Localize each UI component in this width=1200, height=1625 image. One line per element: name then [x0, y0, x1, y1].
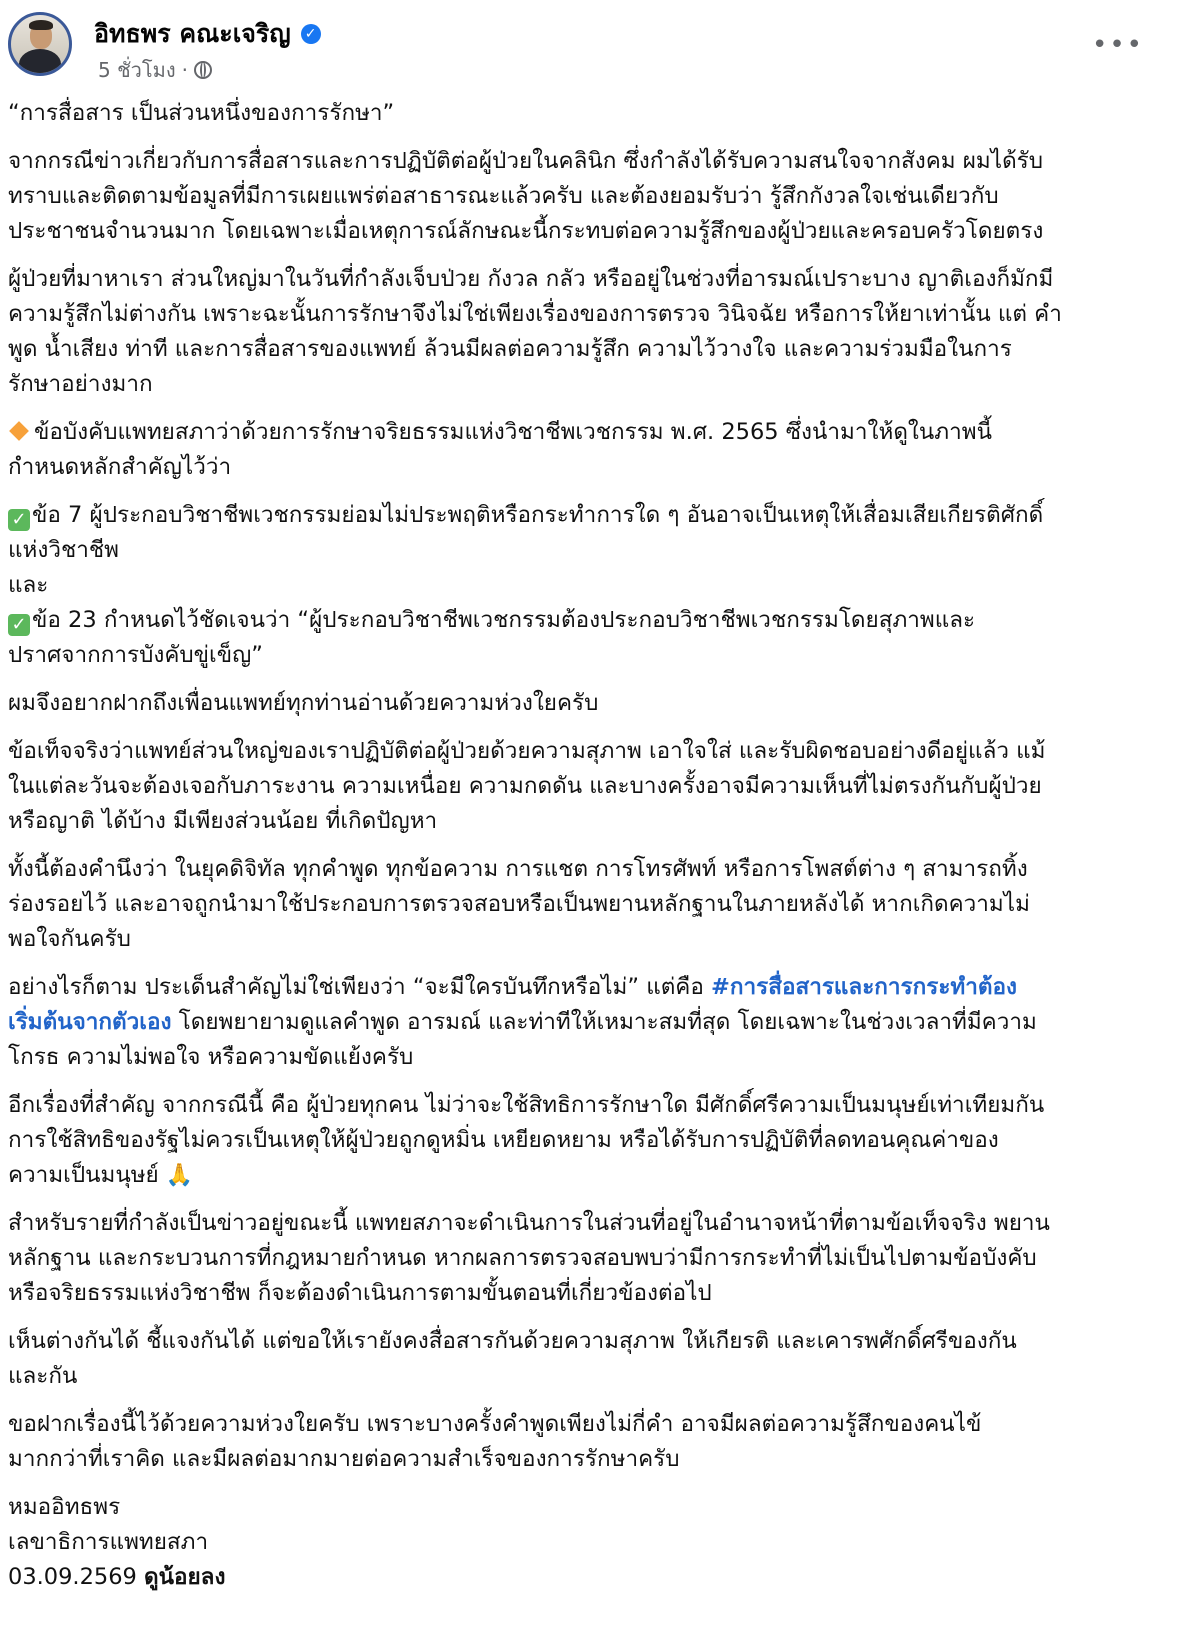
- paragraph-11: เห็นต่างกันได้ ชี้แจงกันได้ แต่ขอให้เรายังคงสื่อสารกันด้วยความสุภาพ ให้เกียรติ และเคารพศักดิ์ศรีของกัน และกัน: [8, 1328, 1017, 1389]
- orange-diamond-icon: [9, 421, 29, 441]
- verified-badge-icon: ✓: [301, 24, 321, 44]
- hashtag-link-continued[interactable]: เริ่มต้นจากตัวเอง: [8, 1009, 172, 1035]
- post-header: [8, 10, 1192, 82]
- post-body: [8, 96, 1192, 1595]
- avatar-suit: [19, 49, 61, 76]
- post-meta: [98, 54, 212, 86]
- see-less-link[interactable]: ดูน้อยลง: [143, 1564, 226, 1590]
- author-name[interactable]: อิทธพร คณะเจริญ: [94, 19, 291, 48]
- author-row: [94, 14, 321, 54]
- more-options-button[interactable]: •••: [1091, 30, 1144, 60]
- green-check-icon: ✓: [8, 509, 30, 531]
- meta-separator: ·: [181, 58, 188, 82]
- post-time[interactable]: 5 ชั่วโมง: [98, 58, 176, 82]
- globe-icon: [194, 61, 212, 79]
- hashtag-link[interactable]: #การสื่อสารและการกระทำต้อง: [711, 974, 1018, 1000]
- paragraph-1: จากกรณีข่าวเกี่ยวกับการสื่อสารและการปฏิบัติต่อผู้ป่วยในคลินิก ซึ่งกำลังได้รับความสนใจจากสังคม ผมได้รับ ทราบและติดตามข้อมูลที่มีการเผยแพร่ต่อสาธารณะแล้วครับ และต้องยอมรับว่า รู้สึกกังวลใจเช่นเดียวกับ ประชาชนจำนวนมาก โดยเฉพาะเมื่อเหตุการณ์ลักษณะนี้กระทบต่อความรู้สึกของผู้ป่วยและครอบครัวโดยตรง: [8, 148, 1044, 244]
- paragraph-7: ทั้งนี้ต้องคำนึงว่า ในยุคดิจิทัล ทุกคำพูด ทุกข้อความ การแชต การโทรศัพท์ หรือการโพสต์ต่าง ๆ สามารถทิ้ง ร่องรอยไว้ และอาจถูกนำมาใช้ประกอบการตรวจสอบหรือเป็นพยานหลักฐานในภายหลังได้ หากเกิดความไม่ พอใจกันครับ: [8, 856, 1030, 952]
- paragraph-12: ขอฝากเรื่องนี้ไว้ด้วยความห่วงใยครับ เพราะบางครั้งคำพูดเพียงไม่กี่คำ อาจมีผลต่อความรู้สึกของคนไข้ มากกว่าที่เราคิด และมีผลต่อมากมายต่อความสำเร็จของการรักษาครับ: [8, 1411, 982, 1472]
- paragraph-6: ข้อเท็จจริงว่าแพทย์ส่วนใหญ่ของเราปฏิบัติต่อผู้ป่วยด้วยความสุภาพ เอาใจใส่ และรับผิดชอบอย่างดีอยู่แล้ว แม้ ในแต่ละวันจะต้องเจอกับภาระงาน ความเหนื่อย ความกดดัน และบางครั้งอาจมีความเห็นที่ไม่ตรงกันกับผู้ป่วย หรือญาติ ได้บ้าง มีเพียงส่วนน้อย ที่เกิดปัญหา: [8, 738, 1046, 834]
- author-avatar[interactable]: [8, 12, 72, 76]
- green-check-icon: ✓: [8, 614, 30, 636]
- paragraph-4: ✓ ข้อ 7 ผู้ประกอบวิชาชีพเวชกรรมย่อมไม่ประพฤติหรือกระทำการใด ๆ อันอาจเป็นเหตุให้เสื่อมเสียเกียรติศักดิ์ แห่งวิชาชีพ และ ✓ ข้อ 23 กำหนดไว้ชัดเจนว่า “ผู้ประกอบวิชาชีพเวชกรรมต้องประกอบวิชาชีพเวชกรรมโดยสุภาพและ ปราศจากการบังคับขู่เข็ญ”: [8, 502, 1044, 668]
- quote-line: “การสื่อสาร เป็นส่วนหนึ่งของการรักษา”: [8, 100, 395, 126]
- praying-hands-icon: 🙏: [165, 1163, 194, 1188]
- signature-title: เลขาธิการแพทยสภา: [8, 1529, 209, 1555]
- signature: [8, 1490, 1192, 1595]
- paragraph-2: ผู้ป่วยที่มาหาเรา ส่วนใหญ่มาในวันที่กำลังเจ็บป่วย กังวล กลัว หรืออยู่ในช่วงที่อารมณ์เปราะบาง ญาติเองก็มักมี ความรู้สึกไม่ต่างกัน เพราะฉะนั้นการรักษาจึงไม่ใช่เพียงเรื่องของการตรวจ วินิจฉัย หรือการให้ยาเท่านั้น แต่ คำ พูด น้ำเสียง ท่าที และการสื่อสารของแพทย์ ล้วนมีผลต่อความรู้สึก ความไว้วางใจ และความร่วมมือในการ รักษาอย่างมาก: [8, 266, 1062, 397]
- paragraph-3: ข้อบังคับแพทยสภาว่าด้วยการรักษาจริยธรรมแห่งวิชาชีพเวชกรรม พ.ศ. 2565 ซึ่งนำมาให้ดูในภาพนี้ กำหนดหลักสำคัญไว้ว่า: [8, 419, 992, 480]
- avatar-hair: [29, 20, 53, 30]
- paragraph-8: อย่างไรก็ตาม ประเด็นสำคัญไม่ใช่เพียงว่า “จะมีใครบันทึกหรือไม่” แต่คือ #การสื่อสารและการกระทำต้อง เริ่มต้นจากตัวเอง โดยพยายามดูแลคำพูด อารมณ์ และท่าทีให้เหมาะสมที่สุด โดยเฉพาะในช่วงเวลาที่มีความ โกรธ ความไม่พอใจ หรือความขัดแย้งครับ: [8, 974, 1037, 1070]
- paragraph-5: ผมจึงอยากฝากถึงเพื่อนแพทย์ทุกท่านอ่านด้วยความห่วงใยครับ: [8, 690, 599, 716]
- paragraph-10: สำหรับรายที่กำลังเป็นข่าวอยู่ขณะนี้ แพทยสภาจะดำเนินการในส่วนที่อยู่ในอำนาจหน้าที่ตามข้อเท็จจริง พยาน หลักฐาน และกระบวนการที่กฎหมายกำหนด หากผลการตรวจสอบพบว่ามีการกระทำที่ไม่เป็นไปตามข้อบังคับ หรือจริยธรรมแห่งวิชาชีพ ก็จะต้องดำเนินการตามขั้นตอนที่เกี่ยวข้องต่อไป: [8, 1210, 1050, 1306]
- signature-date: 03.09.2569: [8, 1564, 144, 1590]
- paragraph-9: อีกเรื่องที่สำคัญ จากกรณีนี้ คือ ผู้ป่วยทุกคน ไม่ว่าจะใช้สิทธิการรักษาใด มีศักดิ์ศรีความเป็นมนุษย์เท่าเทียมกัน การใช้สิทธิของรัฐไม่ควรเป็นเหตุให้ผู้ป่วยถูกดูหมิ่น เหยียดหยาม หรือได้รับการปฏิบัติที่ลดทอนคุณค่าของ ความเป็นมนุษย์ 🙏: [8, 1092, 1045, 1188]
- signature-name: หมออิทธพร: [8, 1494, 121, 1520]
